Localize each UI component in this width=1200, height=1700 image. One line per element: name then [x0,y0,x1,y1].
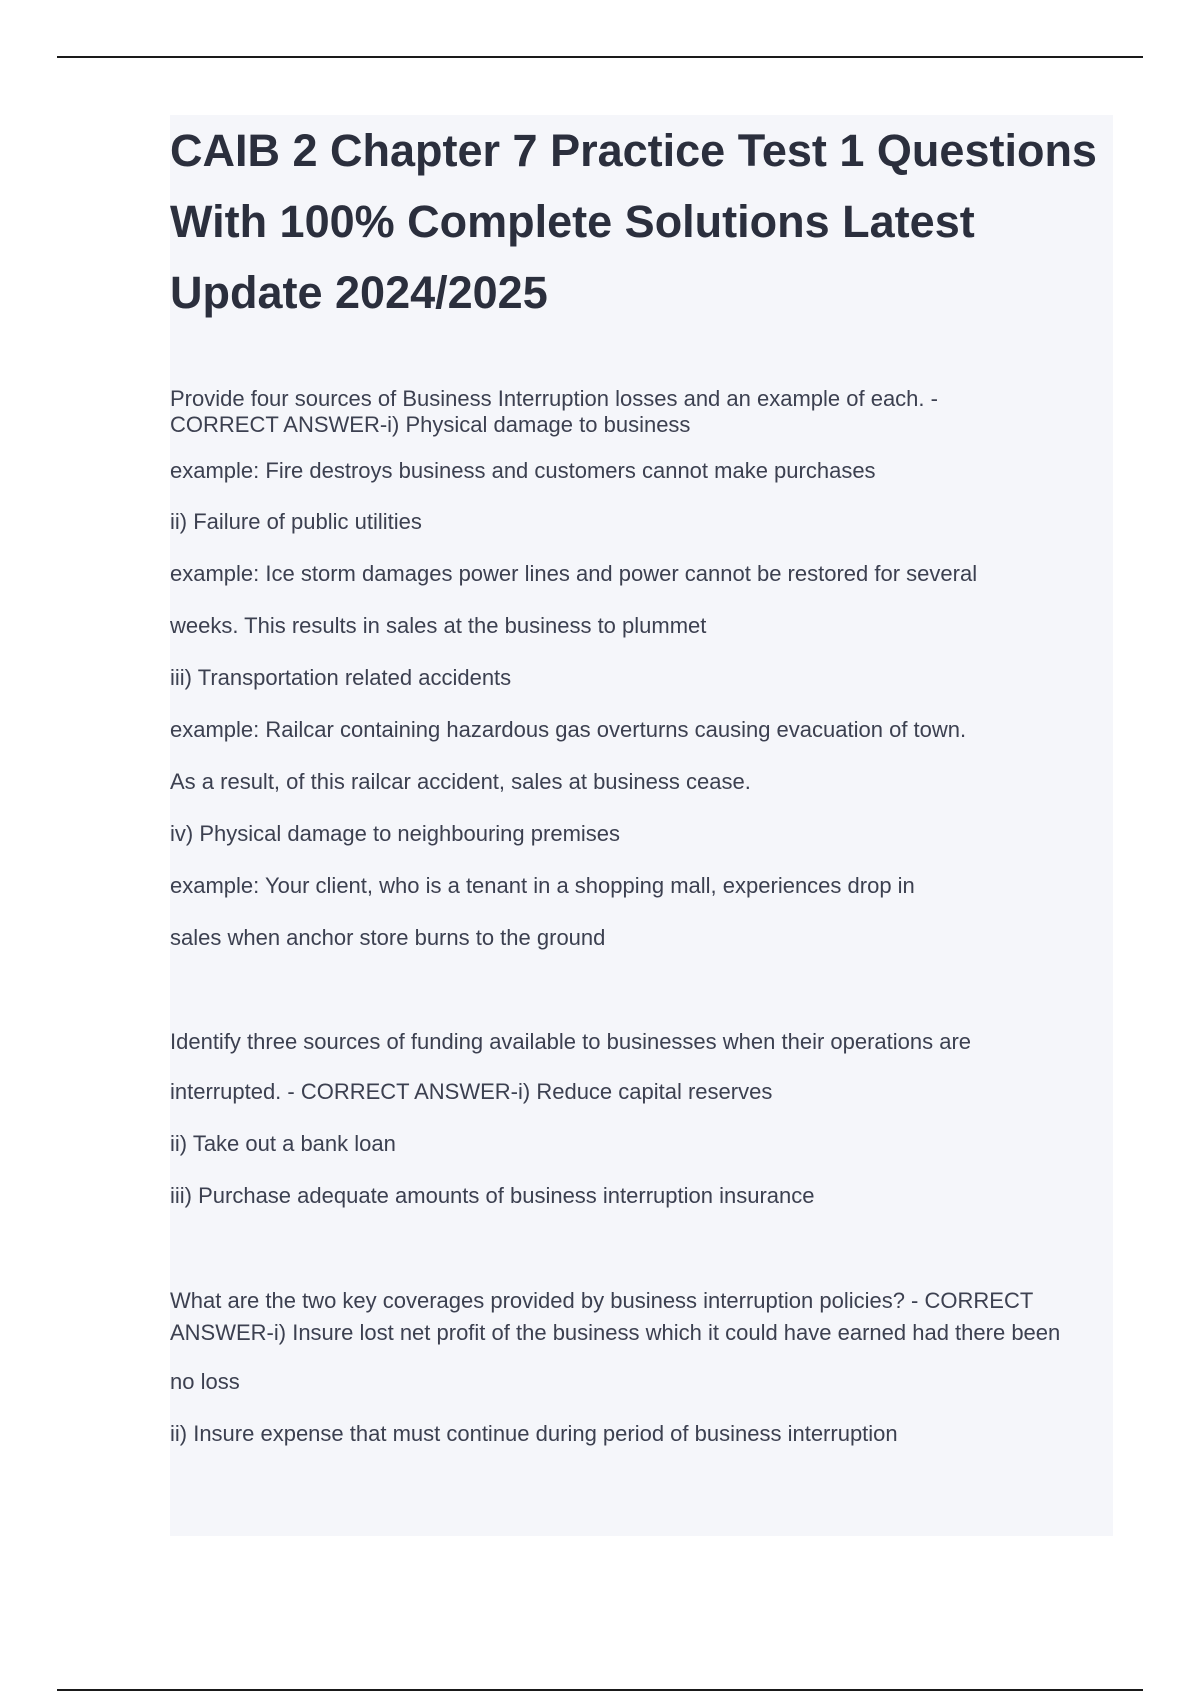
question-text: interrupted. - CORRECT ANSWER-i) Reduce capital reserves [170,1079,773,1104]
answer-line: sales when anchor store burns to the ground [170,925,606,950]
question-text: Provide four sources of Business Interruption losses and an example of each. - CORRECT ANSWER-i) Physical damage to business [170,386,938,437]
answer-line: example: Your client, who is a tenant in a shopping mall, experiences drop in [170,873,915,898]
answer-line: As a result, of this railcar accident, sales at business cease. [170,769,751,794]
document-body [170,115,1113,1536]
question-block-1 [170,386,1113,951]
answer-line: iv) Physical damage to neighbouring premises [170,821,621,846]
document-title: CAIB 2 Chapter 7 Practice Test 1 Questions With 100% Complete Solutions Latest Update 2024/2025 [170,125,1097,318]
answer-line: iii) Transportation related accidents [170,665,512,690]
answer-line: iii) Purchase adequate amounts of business interruption insurance [170,1183,815,1208]
answer-line: ii) Take out a bank loan [170,1131,396,1156]
answer-line: ii) Insure expense that must continue during period of business interruption [170,1421,898,1446]
answer-line: example: Fire destroys business and customers cannot make purchases [170,458,876,483]
answer-line: example: Railcar containing hazardous gas overturns causing evacuation of town. [170,717,967,742]
answer-line: no loss [170,1369,240,1394]
question-block-3 [170,1285,1113,1447]
question-text: Identify three sources of funding available to businesses when their operations are [170,1029,972,1054]
question-block-2 [170,1029,1113,1209]
header-rule [57,56,1143,58]
answer-line: example: Ice storm damages power lines and power cannot be restored for several [170,561,978,586]
answer-line: ii) Failure of public utilities [170,509,422,534]
question-text: What are the two key coverages provided by business interruption policies? - CORRECT ANSWER-i) Insure lost net profit of the business which it could have earned had there been [170,1288,1061,1345]
answer-line: weeks. This results in sales at the business to plummet [170,613,707,638]
footer-rule [57,1689,1143,1691]
